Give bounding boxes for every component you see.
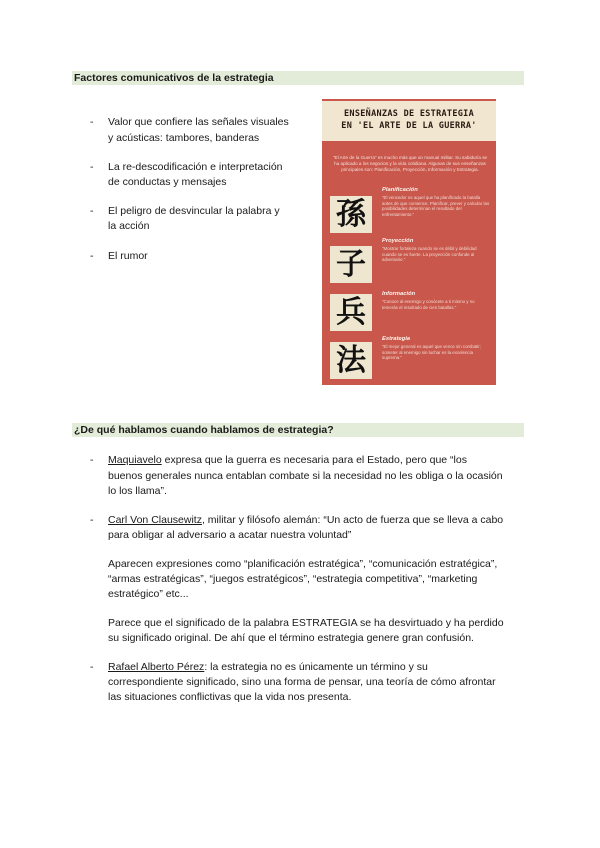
item-text: expresa que la guerra es necesaria para el Estado, pero que “los [161, 454, 467, 466]
item-line: para obligar al adversario a acatar nuestra voluntad” [108, 529, 352, 541]
poster-glyph: 子 [330, 246, 372, 283]
bullet-text: de conductas y mensajes [108, 176, 227, 188]
poster-section-text: "El mejor general es aquel que vence sin combatir; someter al enemigo sin luchar es la excelencia suprema." [382, 344, 481, 361]
section-heading-factores: Factores comunicativos de la estrategia [72, 71, 524, 85]
poster-section-text: "El vencedor es aquel que ha planificado la batalla antes de que comience. Planificar, prever y calcular las posibilidades determinan el resultado del enfrentamiento." [382, 195, 490, 217]
item-line: lo los llama”. [108, 485, 167, 497]
item-line: las situaciones conflictivas que la vida nos presenta. [108, 691, 352, 703]
paragraph-line: Parece que el significado de la palabra ESTRATEGIA se ha desvirtuado y ha perdido [108, 617, 504, 629]
poster-section [382, 238, 490, 263]
poster-section-text: "Conoce al enemigo y conócete a ti mismo y no temerás el resultado de cien batallas." [382, 299, 475, 310]
bullet-text: la acción [108, 220, 150, 232]
poster-glyph: 孫 [330, 196, 372, 233]
poster-title [322, 101, 496, 141]
bullet-dash: - [90, 454, 94, 466]
item-text: , militar y filósofo alemán: “Un acto de fuerza que se lleva a cabo [201, 514, 504, 526]
bullet-dash: - [90, 661, 94, 673]
bullet-text: El peligro de desvincular la palabra y [108, 205, 280, 217]
item-line: correspondiente significado, sino una forma de pensar, una teoría de cómo afrontar [108, 676, 496, 688]
poster-section-title: Información [382, 291, 416, 297]
bullet-text: Valor que confiere las señales visuales [108, 116, 289, 128]
bullet-dash: - [90, 250, 94, 262]
poster-section-title: Planificación [382, 187, 418, 193]
poster-section [382, 291, 490, 310]
poster-section-title: Proyección [382, 238, 414, 244]
author-name: Carl Von Clausewitz [108, 514, 202, 526]
poster-section-text: "Mostrar fortaleza cuando se es débil y debilidad cuando se es fuerte. La proyección confunde al adversario." [382, 246, 477, 263]
section-heading-estrategia: ¿De qué hablamos cuando hablamos de estrategia? [72, 423, 524, 437]
bullet-dash: - [90, 116, 94, 128]
poster-section-title: Estrategia [382, 336, 411, 342]
item-line [108, 660, 428, 675]
poster-title-line: ENSEÑANZAS DE ESTRATEGIA [343, 109, 475, 119]
bullet-dash: - [90, 514, 94, 526]
bullet-text: y acústicas: tambores, banderas [108, 132, 260, 144]
bullet-text: La re-descodificación e interpretación [108, 161, 283, 173]
poster-section [382, 187, 490, 217]
bullet-text: El rumor [108, 250, 148, 262]
author-name: Rafael Alberto Pérez [108, 661, 205, 673]
item-line: buenos generales nunca entablan combate si la necesidad no les obliga o la ocasión [108, 470, 503, 482]
bullet-dash: - [90, 205, 94, 217]
paragraph-line: “armas estratégicas”, “juegos estratégicos”, “estrategia competitiva”, “marketing [108, 573, 478, 585]
item-text: : la estrategia no es únicamente un término y su [204, 661, 428, 673]
poster-glyph: 法 [330, 342, 372, 379]
item-line [108, 453, 526, 468]
paragraph-line: Aparecen expresiones como “planificación estratégica”, “comunicación estratégica”, [108, 558, 498, 570]
paragraph-line: su significado original. De ahí que el término estrategia genere gran confusión. [108, 632, 474, 644]
poster-glyph: 兵 [330, 294, 372, 331]
author-name: Maquiavelo [108, 454, 162, 466]
poster-title-line: EN 'EL ARTE DE LA GUERRA' [341, 121, 477, 131]
item-line [108, 513, 503, 528]
poster-section [382, 336, 490, 361]
bullet-dash: - [90, 161, 94, 173]
poster-intro: "El Arte de la Guerra" es mucho más que un manual militar. Su sabiduría se ha aplicado a los negocios y la vida cotidiana. Algunas de sus enseñanzas principales son: Planificación, Proyección, Información y Estrategia. [332, 155, 488, 172]
art-of-war-poster [322, 99, 496, 385]
paragraph-line: estratégico” etc... [108, 588, 189, 600]
